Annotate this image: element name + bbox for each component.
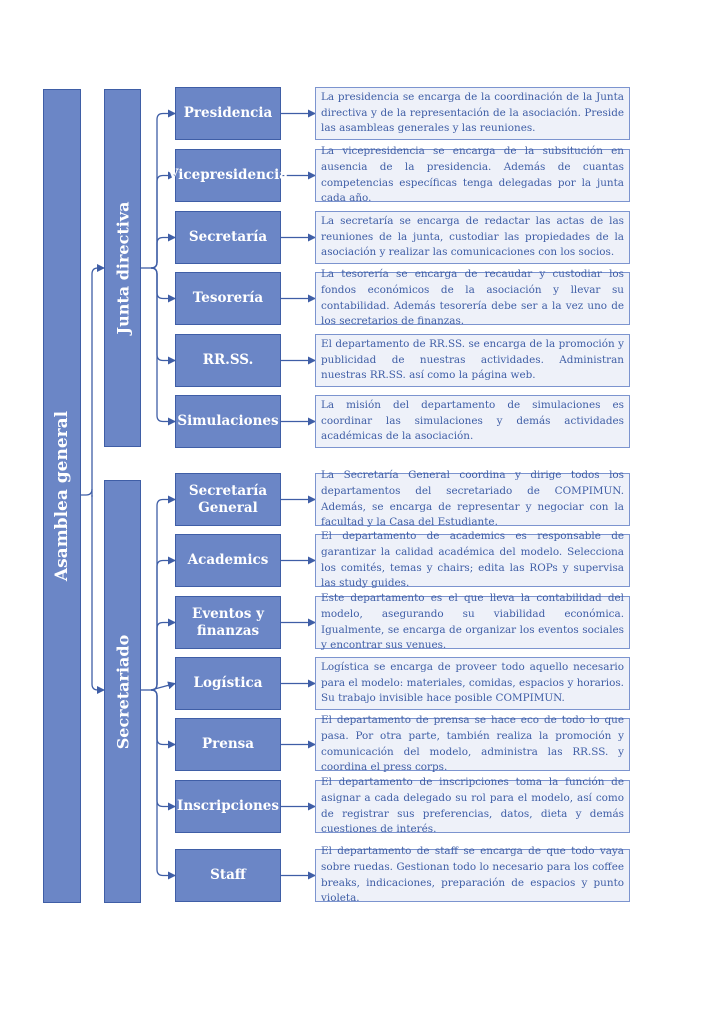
- desc-text: La misión del departamento de simulaciones es coordinar las simulaciones y demás actividades académicas de la asociación.: [321, 399, 624, 443]
- desc-secretaria: [315, 211, 630, 264]
- node-link-secretariado-4: [151, 690, 175, 745]
- node-title: RR.SS.: [202, 352, 254, 368]
- desc-logistica: [315, 657, 630, 710]
- desc-academics: [315, 530, 630, 590]
- node-secretaria-general: [175, 473, 281, 526]
- node-vicepresidencia: [168, 149, 288, 202]
- root-link-secretariado: [92, 495, 104, 690]
- node-link-junta-0: [151, 114, 175, 269]
- node-tesoreria: [175, 272, 281, 325]
- group-label-junta-directiva: Junta directiva: [113, 201, 132, 335]
- desc-secretaria-general: [315, 469, 630, 529]
- desc-text: La secretaría se encarga de redactar las actas de las reuniones de la junta, custodiar las propiedades de la asociación y realizar las comunicaciones con los socios.: [321, 215, 624, 259]
- desc-text: La presidencia se encarga de la coordinación de la Junta directiva y de la representación de la asociación. Preside las asambleas generales y las reuniones.: [321, 91, 624, 135]
- node-link-junta-1: [151, 176, 175, 269]
- node-academics: [175, 534, 281, 587]
- desc-text: El departamento de staff se encarga de que todo vaya sobre ruedas. Gestionan todo lo necesario para los coffee breaks, indicaciones, preparación de espacios y punto violeta.: [321, 845, 624, 905]
- desc-text: El departamento de prensa se hace eco de todo lo que pasa. Por otra parte, también realiza la promoción y comunicación del modelo, administra las RR.SS. y coordina el press corps.: [321, 714, 624, 774]
- node-simulaciones: [175, 395, 281, 448]
- node-rrss: [175, 334, 281, 387]
- node-title: Tesorería: [192, 290, 264, 306]
- node-title: Inscripciones: [177, 798, 279, 814]
- desc-eventos-y-finanzas: [315, 592, 630, 652]
- node-staff: [175, 849, 281, 902]
- desc-text: La vicepresidencia se encarga de la subsitución en ausencia de la presidencia. Además de cuantas competencias específicas tenga delegadas por la junta cada año.: [321, 145, 624, 205]
- desc-prensa: [315, 714, 630, 774]
- root-label: Asamblea general: [52, 410, 72, 582]
- desc-text: Este departamento es el que lleva la contabilidad del modelo, asegurando su viabilidad económica. Igualmente, se encarga de organizar los eventos sociales y encontrar sus venues.: [321, 592, 624, 652]
- node-link-junta-2: [151, 238, 175, 269]
- desc-inscripciones: [315, 776, 630, 836]
- node-prensa: [175, 718, 281, 771]
- desc-rrss: [315, 334, 630, 387]
- node-link-secretariado-5: [151, 690, 175, 807]
- node-link-junta-5: [151, 268, 175, 422]
- node-title: Staff: [210, 867, 246, 883]
- node-presidencia: [175, 87, 281, 140]
- desc-tesoreria: [315, 268, 630, 328]
- node-secretaria: [175, 211, 281, 264]
- desc-text: La tesorería se encarga de recaudar y custodiar los fondos económicos de la asociación y llevar su contabilidad. Además tesorería debe ser a la vez uno de los secretarios de finanzas.: [321, 268, 624, 328]
- root-link-junta: [81, 268, 104, 495]
- node-link-junta-3: [151, 268, 175, 299]
- desc-presidencia: [315, 87, 630, 140]
- node-link-secretariado-0: [151, 500, 175, 691]
- node-title: Eventos y finanzas: [192, 605, 264, 639]
- desc-text: El departamento de inscripciones toma la función de asignar a cada delegado su rol para el modelo, así como de registrar sus preferencias, datos, dieta y demás cuestiones de interés.: [321, 776, 624, 836]
- node-link-secretariado-1: [151, 561, 175, 691]
- node-inscripciones: [175, 780, 281, 833]
- node-link-secretariado-3: [151, 684, 175, 691]
- node-eventos-y-finanzas: [175, 596, 281, 649]
- node-title: Presidencia: [183, 105, 273, 121]
- desc-vicepresidencia: [315, 145, 630, 205]
- node-link-junta-4: [151, 268, 175, 361]
- node-title: Simulaciones: [177, 413, 279, 429]
- node-title: Secretaría: [188, 229, 268, 245]
- desc-text: El departamento de academics es responsable de garantizar la calidad académica del modelo. Selecciona los comités, temas y chairs; edita las ROPs y supervisa las study guides.: [321, 530, 624, 590]
- node-title: Prensa: [201, 736, 255, 752]
- desc-text: El departamento de RR.SS. se encarga de la promoción y publicidad de nuestras actividades. Administran nuestras RR.SS. así como la página web.: [321, 338, 624, 382]
- node-logistica: [175, 657, 281, 710]
- node-title: Logística: [193, 675, 263, 691]
- node-title: Academics: [187, 552, 269, 568]
- node-title: Secretaría General: [188, 482, 268, 516]
- node-title: Vicepresidencia: [168, 167, 288, 183]
- node-link-secretariado-2: [151, 623, 175, 691]
- desc-staff: [315, 845, 630, 905]
- group-label-secretariado: Secretariado: [113, 634, 132, 749]
- node-link-secretariado-6: [151, 690, 175, 876]
- desc-simulaciones: [315, 395, 630, 448]
- desc-text: La Secretaría General coordina y dirige todos los departamentos del secretariado de COMPIMUN. Además, se encarga de representar y negociar con la facultad y la Casa del Estudiante.: [321, 469, 624, 529]
- desc-text: Logística se encarga de proveer todo aquello necesario para el modelo: materiales, comidas, espacios y horarios. Su trabajo invisible hace posible COMPIMUN.: [321, 661, 624, 705]
